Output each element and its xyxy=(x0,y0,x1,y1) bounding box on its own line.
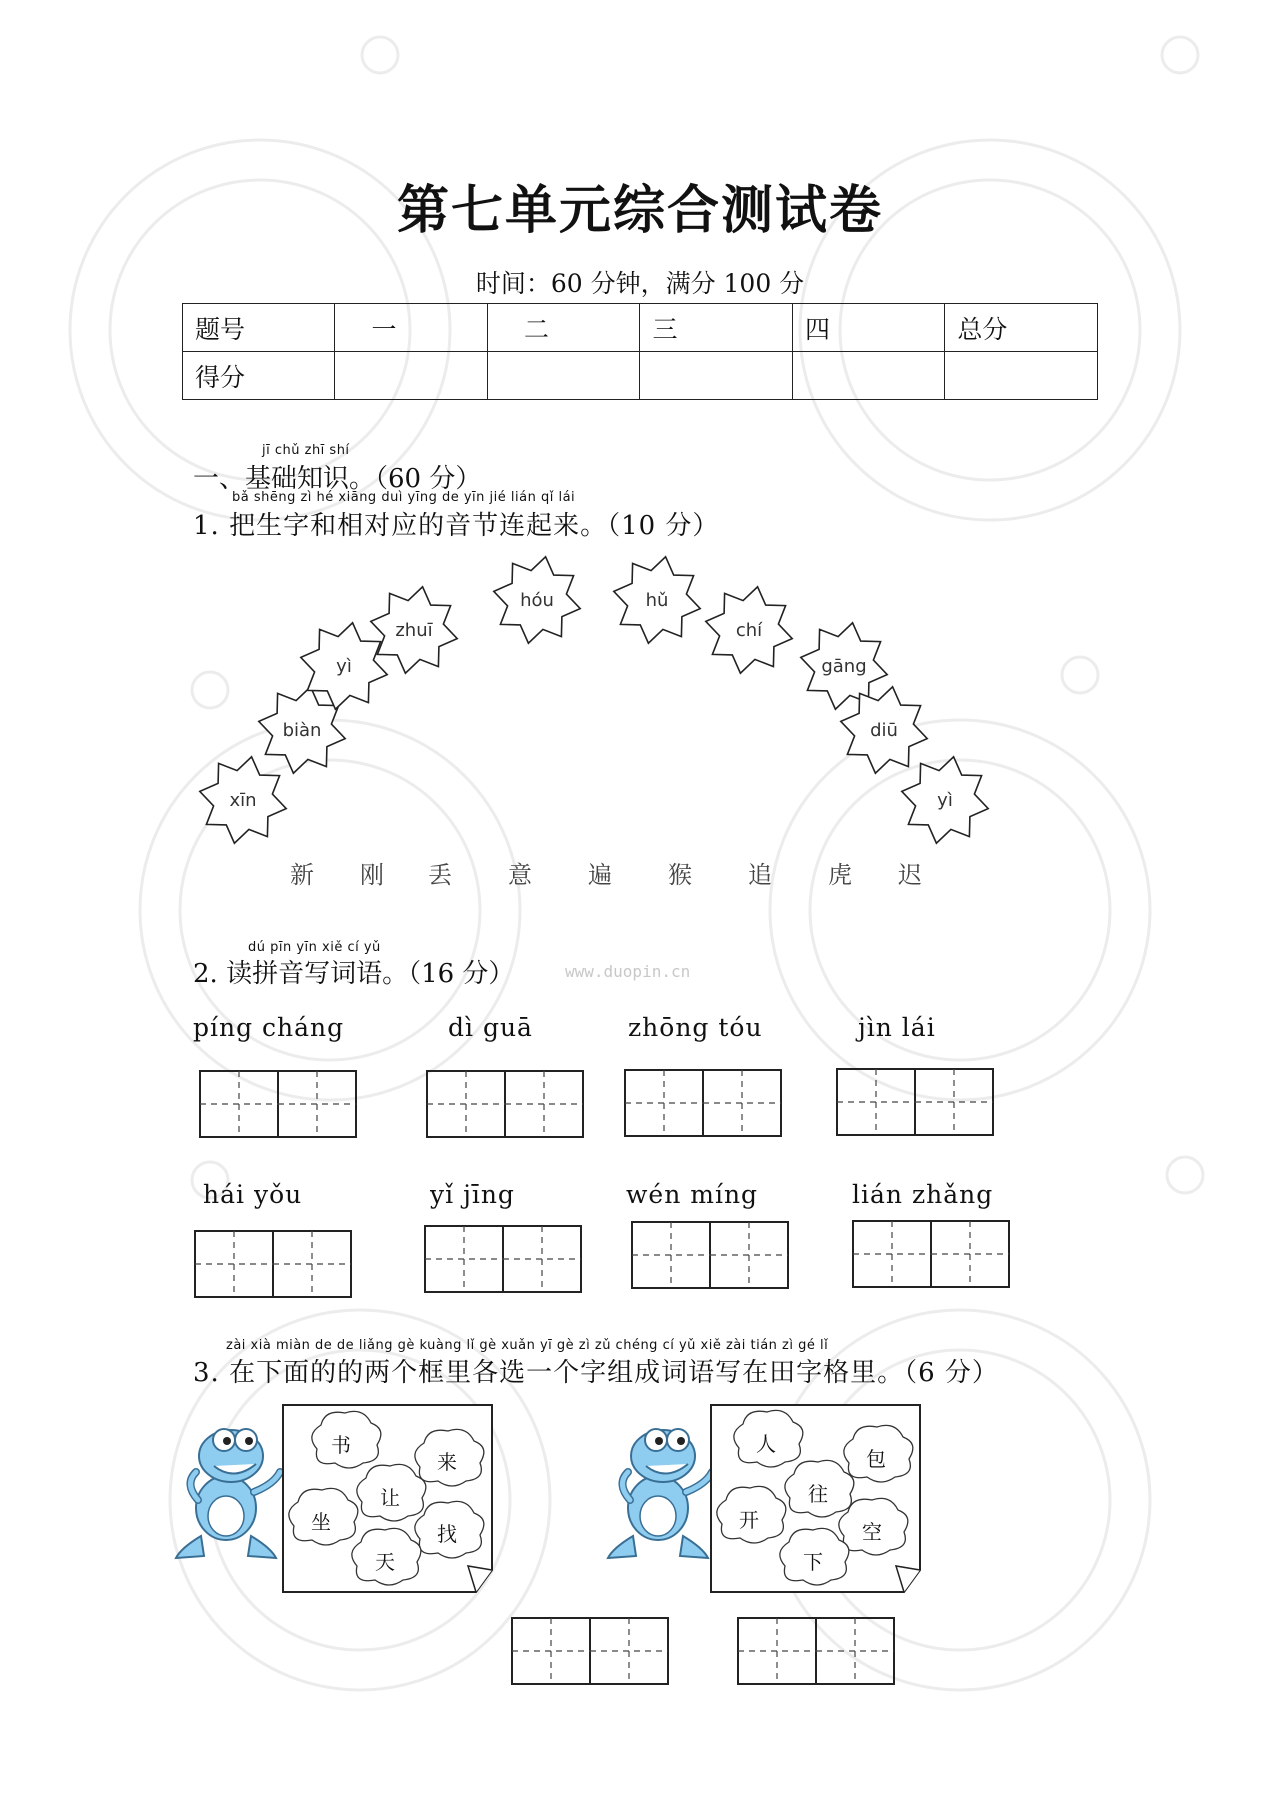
q3-heading: 3. 在下面的的两个框里各选一个字组成词语写在田字格里。（6 分） xyxy=(193,1358,999,1388)
frog-illustration-left xyxy=(176,1429,280,1558)
box-left-char[interactable]: 天 xyxy=(375,1550,395,1574)
box-left-char[interactable]: 让 xyxy=(380,1486,400,1510)
q1-heading: 1. 把生字和相对应的音节连起来。（10 分） xyxy=(193,511,720,541)
box-left-char[interactable]: 坐 xyxy=(311,1510,331,1534)
pinyin-word: píng cháng xyxy=(193,1013,345,1042)
hanzi-option[interactable]: 迟 xyxy=(898,861,922,889)
box-right-char[interactable]: 开 xyxy=(739,1508,759,1532)
pinyin-word: yǐ jīng xyxy=(430,1180,515,1209)
q3-pinyin: zài xià miàn de de liǎng gè kuàng lǐ gè xuǎn yī gè zì zǔ chéng cí yǔ xiě zài tián zì gé lǐ xyxy=(226,1338,829,1353)
box-left-char[interactable]: 找 xyxy=(437,1522,457,1546)
score-header-cell: 三 xyxy=(640,304,792,352)
syllable-label: diū xyxy=(870,720,898,741)
box-right-char[interactable]: 包 xyxy=(866,1447,886,1471)
frog-illustration-right xyxy=(608,1429,712,1558)
hanzi-option[interactable]: 新 xyxy=(290,861,314,889)
hanzi-option[interactable]: 虎 xyxy=(828,861,852,889)
syllable-label: yì xyxy=(937,790,953,811)
pinyin-word: jìn lái xyxy=(858,1013,936,1042)
q2-pinyin: dú pīn yīn xiě cí yǔ xyxy=(248,940,381,955)
syllable-label: gāng xyxy=(821,656,867,677)
syllable-label: biàn xyxy=(282,720,322,741)
score-header-cell: 题号 xyxy=(183,304,335,352)
box-right-char[interactable]: 空 xyxy=(862,1520,882,1544)
score-row-label: 得分 xyxy=(183,352,335,400)
pinyin-word: lián zhǎng xyxy=(852,1180,994,1209)
section1-heading: 一、基础知识。（60 分） xyxy=(193,464,482,494)
hanzi-option[interactable]: 意 xyxy=(508,861,532,889)
syllable-label: hǔ xyxy=(645,590,669,611)
watermark-url: www.duopin.cn xyxy=(565,962,691,981)
box-right-char[interactable]: 下 xyxy=(803,1550,823,1574)
pinyin-word: zhōng tóu xyxy=(628,1013,763,1042)
exam-time-info: 时间：60 分钟，满分 100 分 xyxy=(475,269,805,298)
box-left-char[interactable]: 来 xyxy=(437,1450,457,1474)
syllable-label: xīn xyxy=(229,790,257,811)
score-header-cell: 总分 xyxy=(945,304,1098,352)
score-header-cell: 一 xyxy=(335,304,487,352)
syllable-label: yì xyxy=(336,656,352,677)
box-left-char[interactable]: 书 xyxy=(331,1433,351,1457)
syllable-label: chí xyxy=(735,620,763,641)
score-header-cell: 四 xyxy=(792,304,944,352)
hanzi-option[interactable]: 遍 xyxy=(588,861,612,889)
hanzi-option[interactable]: 丢 xyxy=(428,861,452,889)
pinyin-word: dì guā xyxy=(448,1013,533,1042)
section1-pinyin: jī chǔ zhī shí xyxy=(262,443,350,458)
syllable-label: zhuī xyxy=(395,620,433,641)
score-header-cell: 二 xyxy=(487,304,639,352)
pinyin-word: hái yǒu xyxy=(203,1180,303,1209)
box-right-char[interactable]: 人 xyxy=(756,1432,776,1456)
q2-heading: 2. 读拼音写词语。（16 分） xyxy=(193,959,515,989)
box-right-char[interactable]: 往 xyxy=(808,1482,828,1506)
q1-pinyin: bǎ shēng zì hé xiāng duì yīng de yīn jié lián qǐ lái xyxy=(232,490,576,505)
hanzi-option[interactable]: 刚 xyxy=(360,861,384,889)
page-title: 第七单元综合测试卷 xyxy=(396,180,883,241)
syllable-label: hóu xyxy=(520,590,554,611)
pinyin-word: wén míng xyxy=(626,1180,759,1209)
hanzi-option[interactable]: 追 xyxy=(748,861,772,889)
hanzi-option[interactable]: 猴 xyxy=(668,861,692,889)
